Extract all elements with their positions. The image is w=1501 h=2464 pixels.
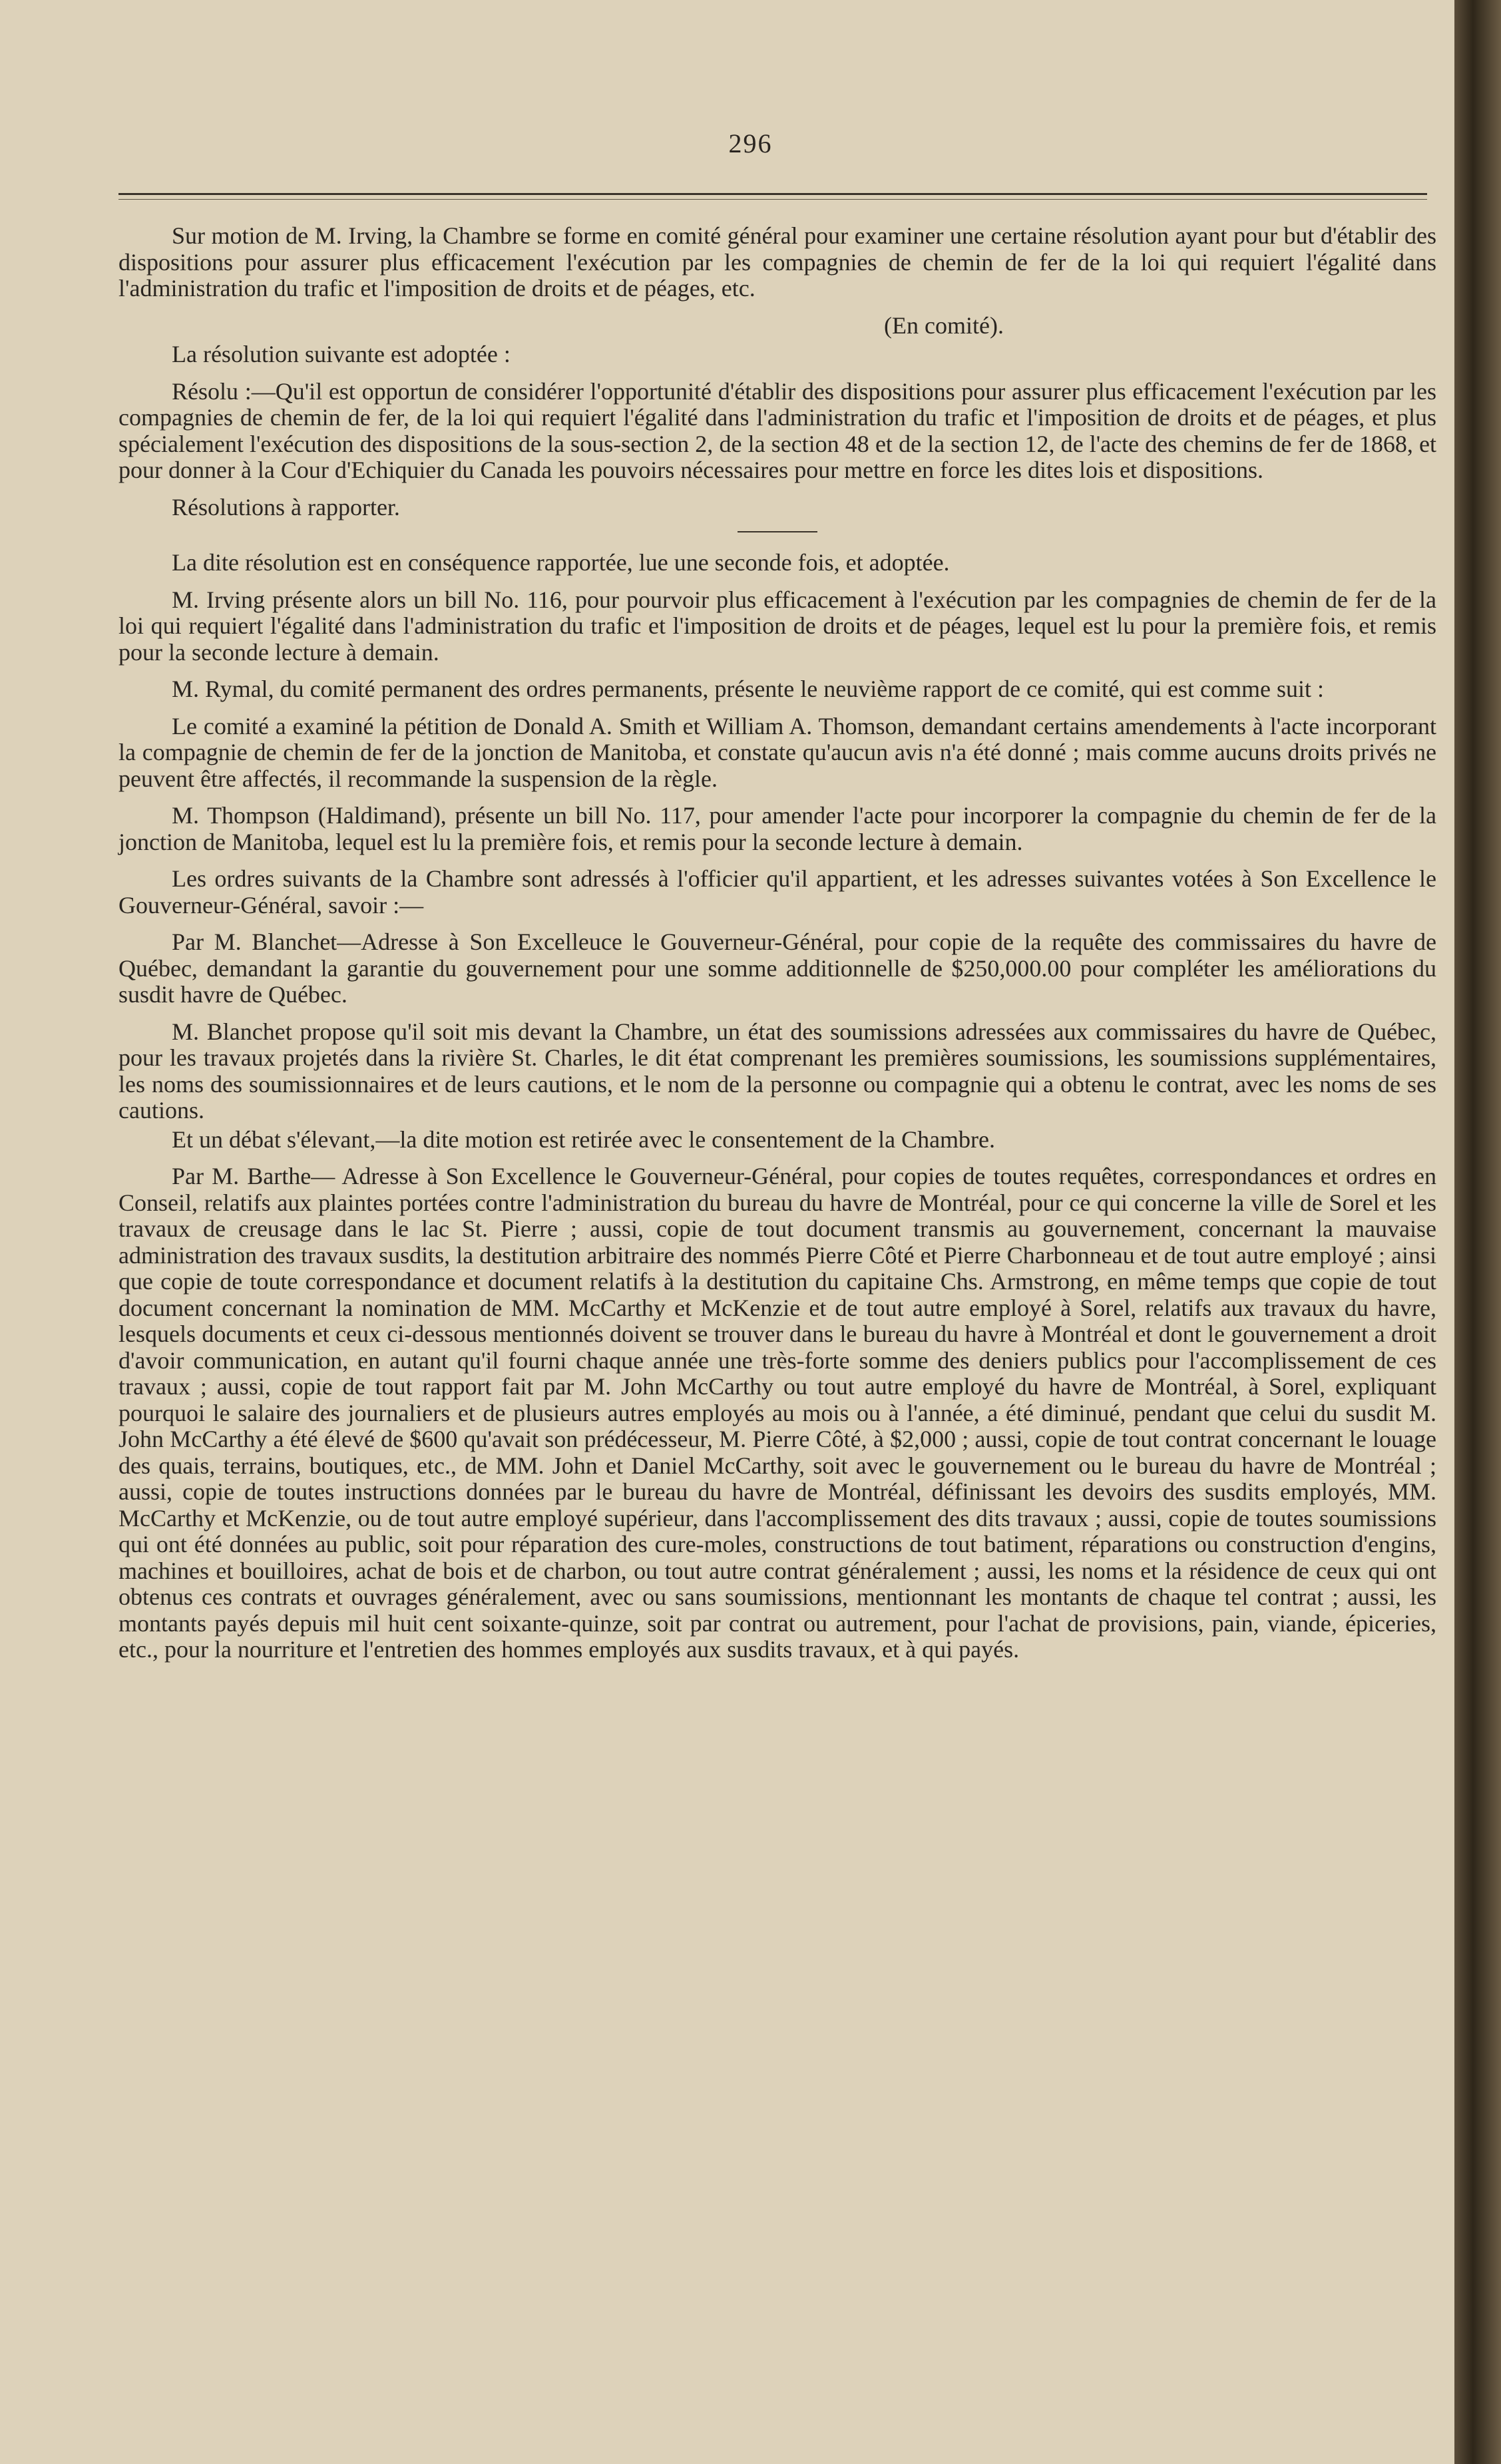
paragraph-resolu: Résolu :—Qu'il est opportun de considérer l'opportunité d'établir des dispositions pour assurer plus efficacement l'exécution par les compagnies de chemin de fer, de la loi qui requiert l'égalité dans l'administration du trafic et l'imposition de droits et de péages, et plus spécialement l'exécution des dispositions de la sous-section 2, de la section 48 et de la section 12, de l'acte des chemins de fer de 1868, et pour donner à la Cour d'Echiquier du Canada les pouvoirs nécessaires pour mettre en force les dites lois et dispositions. <box>118 377 1436 483</box>
paragraph-resolution-adopted: La résolution suivante est adoptée : <box>172 341 511 367</box>
header-rule <box>118 193 1427 195</box>
paragraph-barthe-adresse: Par M. Barthe— Adresse à Son Excellence le Gouverneur-Général, pour copies de toutes requêtes, correspondances et ordres en Conseil, relatifs aux plaintes portées contre l'administration du bureau du havre de Montréal, pour ce qui concerne la ville de Sorel et les travaux de creusage dans le lac St. Pierre ; aussi, copie de tout document transmis au gouvernement, concernant la mauvaise administration des travaux susdits, la destitution arbitraire des nommés Pierre Côté et Pierre Charbonneau et de tout autre employé ; ainsi que copie de toute correspondance et document relatifs à la destitution du capitaine Chs. Armstrong, en même temps que copie de tout document concernant la nomination de MM. McCarthy et McKenzie et de tout autre employé à Sorel, relatifs aux travaux du havre, lesquels documents et ceux ci-dessous mentionnés doivent se trouver dans le bureau du havre à Montréal et dont le gouvernement a droit d'avoir communication, en autant qu'il fourni chaque année une très-forte somme des deniers publics pour l'accomplissement de ces travaux ; aussi, copie de tout rapport fait par M. John McCarthy ou tout autre employé du havre de Montréal, à Sorel, expliquant pourquoi le salaire des journaliers et de plusieurs autres employés au mois ou à l'année, a été diminué, pendant que celui du susdit M. John McCarthy a été élevé de $600 qu'avait son prédécesseur, M. Pierre Côté, à $2,000 ; aussi, copie de tout contrat concernant le louage des quais, terrains, boutiques, etc., de MM. John et Daniel McCarthy, soit avec le gouvernement ou le bureau du havre de Montréal ; aussi, copie de toutes instructions données par le bureau du havre de Montréal, définissant les devoirs des susdits employés, MM. McCarthy et McKenzie, ou de tout autre employé supérieur, dans l'accomplissement des dits travaux ; aussi, copie de toutes soumissions qui ont été données au public, soit pour réparation des cure-moles, constructions de tout batiment, réparations ou construction d'engins, machines et bouilloires, achat de bois et de charbon, ou tout autre contrat généralement ; aussi, les noms et la résidence de ceux qui ont obtenus ces contrats et ouvrages généralement, avec ou sans soumissions, mentionnant les montants de chaque tel contrat ; aussi, les montants payés depuis mil huit cent soixante-quinze, soit par contrat ou autrement, pour l'achat de provisions, pain, viande, épiceries, etc., pour la nourriture et l'entretien des hommes employés aux susdits travaux, et à qui payés. <box>118 1163 1436 1663</box>
paragraph-blanchet-adresse: Par M. Blanchet—Adresse à Son Excelleuce le Gouverneur-Général, pour copie de la requête des commissaires du havre de Québec, demandant la garantie du gouvernement pour une somme additionnelle de $250,000.00 pour compléter les améliorations du susdit havre de Québec. <box>118 928 1436 1008</box>
paragraph-resolutions-a-rapporter: Résolutions à rapporter. <box>172 493 400 520</box>
paragraph-motion-irving: Sur motion de M. Irving, la Chambre se forme en comité général pour examiner une certaine résolution ayant pour but d'établir des dispositions pour assurer plus efficacement l'exécution par les compagnies de chemin de fer de la loi qui requiert l'égalité dans l'administration du trafic et l'imposition de droits et de péages, etc. <box>118 222 1436 302</box>
book-binding <box>1454 0 1501 2464</box>
header-rule-thin <box>118 199 1427 200</box>
en-comite-heading: (En comité). <box>884 311 1004 339</box>
section-separator <box>738 531 817 532</box>
paragraph-ordres-suivants: Les ordres suivants de la Chambre sont adressés à l'officier qu'il appartient, et les adresses suivantes votées à Son Excellence le Gouverneur-Général, savoir :— <box>118 865 1436 919</box>
document-body <box>118 223 1436 1674</box>
paragraph-resolution-rapportee: La dite résolution est en conséquence rapportée, lue une seconde fois, et adoptée. <box>172 549 950 576</box>
page-number: 296 <box>728 128 773 158</box>
paragraph-bill-117: M. Thompson (Haldimand), présente un bill No. 117, pour amender l'acte pour incorporer la compagnie du chemin de fer de la jonction de Manitoba, lequel est lu la première fois, et remis pour la seconde lecture à demain. <box>118 802 1436 855</box>
paragraph-bill-116: M. Irving présente alors un bill No. 116, pour pourvoir plus efficacement à l'exécution par les compagnies de chemin de fer de la loi qui requiert l'égalité dans l'administration du trafic et l'imposition de droits et de péages, lequel est lu pour la première fois, et remis pour la seconde lecture à demain. <box>118 586 1436 666</box>
paragraph-comite-petition: Le comité a examiné la pétition de Donald A. Smith et William A. Thomson, demandant certains amendements à l'acte incorporant la compagnie de chemin de fer de la jonction de Manitoba, et constate qu'aucun avis n'a été donné ; mais comme aucuns droits privés ne peuvent être affectés, il recommande la suspension de la règle. <box>118 712 1436 792</box>
paragraph-rymal-report: M. Rymal, du comité permanent des ordres permanents, présente le neuvième rapport de ce comité, qui est comme suit : <box>172 676 1325 702</box>
paragraph-blanchet-propose: M. Blanchet propose qu'il soit mis devant la Chambre, un état des soumissions adressées aux commissaires du havre de Québec, pour les travaux projetés dans la rivière St. Charles, le dit état comprenant les premières soumissions, les soumissions supplémentaires, les noms des soumissionnaires et de leurs cautions, et le nom de la personne ou compagnie qui a obtenu le contrat, avec les noms de ses cautions. <box>118 1018 1436 1124</box>
paragraph-debat: Et un débat s'élevant,—la dite motion est retirée avec le consentement de la Chambre. <box>172 1126 996 1153</box>
